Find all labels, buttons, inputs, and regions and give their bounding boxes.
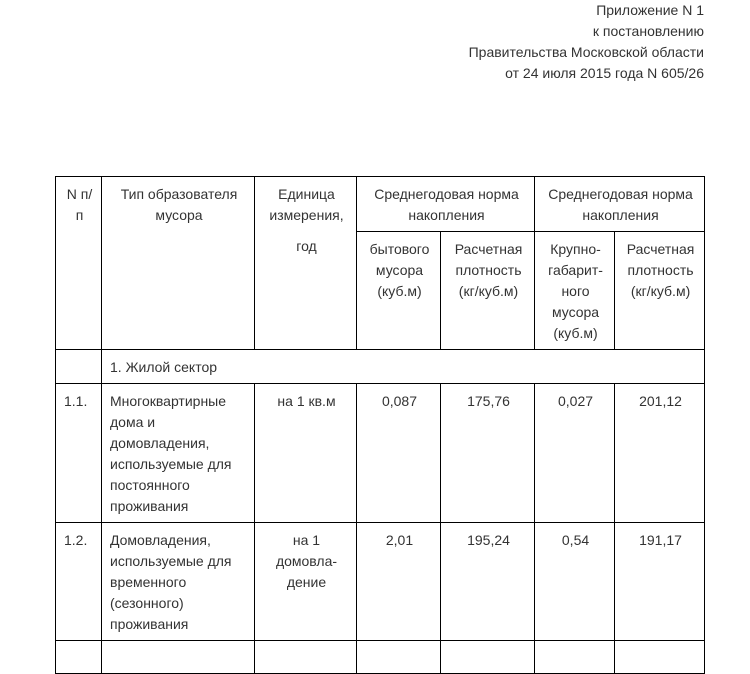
row-value-density-2: 201,12 [615, 384, 705, 523]
appendix-line-4: от 24 июля 2015 года N 605/26 [505, 65, 704, 81]
subheader-density-2: Расчетная плотность (кг/куб.м) [615, 232, 705, 350]
row-value-density-2: 191,17 [615, 523, 705, 641]
appendix-line-2: к постановлению [592, 23, 704, 39]
appendix-line-3: Правительства Московской области [468, 44, 704, 60]
row-num: 1.2. [56, 523, 102, 641]
norms-table [55, 176, 705, 674]
section-title: 1. Жилой сектор [102, 350, 705, 384]
header-group-2: Среднегодовая норма накопления [535, 177, 705, 232]
subheader-household-waste: бытового мусора (куб.м) [357, 232, 441, 350]
table-row [56, 523, 705, 641]
appendix-header [469, 0, 704, 84]
row-unit: на 1 домовла- дение [255, 523, 357, 641]
section-row [56, 350, 705, 384]
appendix-line-1: Приложение N 1 [596, 2, 704, 18]
table-row [56, 384, 705, 523]
table-row-partial [56, 641, 705, 674]
row-value-bulky: 0,027 [535, 384, 615, 523]
row-value-bulky: 0,54 [535, 523, 615, 641]
row-unit: на 1 кв.м [255, 384, 357, 523]
row-num: 1.1. [56, 384, 102, 523]
header-unit: Единица измерения, год [255, 177, 357, 350]
row-type: Домовладения, используемые для временного (сезонного) проживания [102, 523, 255, 641]
header-row [56, 177, 705, 232]
row-value-household: 0,087 [357, 384, 441, 523]
row-value-density-1: 175,76 [441, 384, 535, 523]
row-value-density-1: 195,24 [441, 523, 535, 641]
subheader-density-1: Расчетная плотность (кг/куб.м) [441, 232, 535, 350]
row-type: Многоквартирные дома и домовладения, используемые для постоянного проживания [102, 384, 255, 523]
subheader-bulky-waste: Крупно- габарит- ного мусора (куб.м) [535, 232, 615, 350]
header-group-1: Среднегодовая норма накопления [357, 177, 535, 232]
header-type: Тип образователя мусора [102, 177, 255, 350]
header-num: N п/ п [56, 177, 102, 350]
row-value-household: 2,01 [357, 523, 441, 641]
